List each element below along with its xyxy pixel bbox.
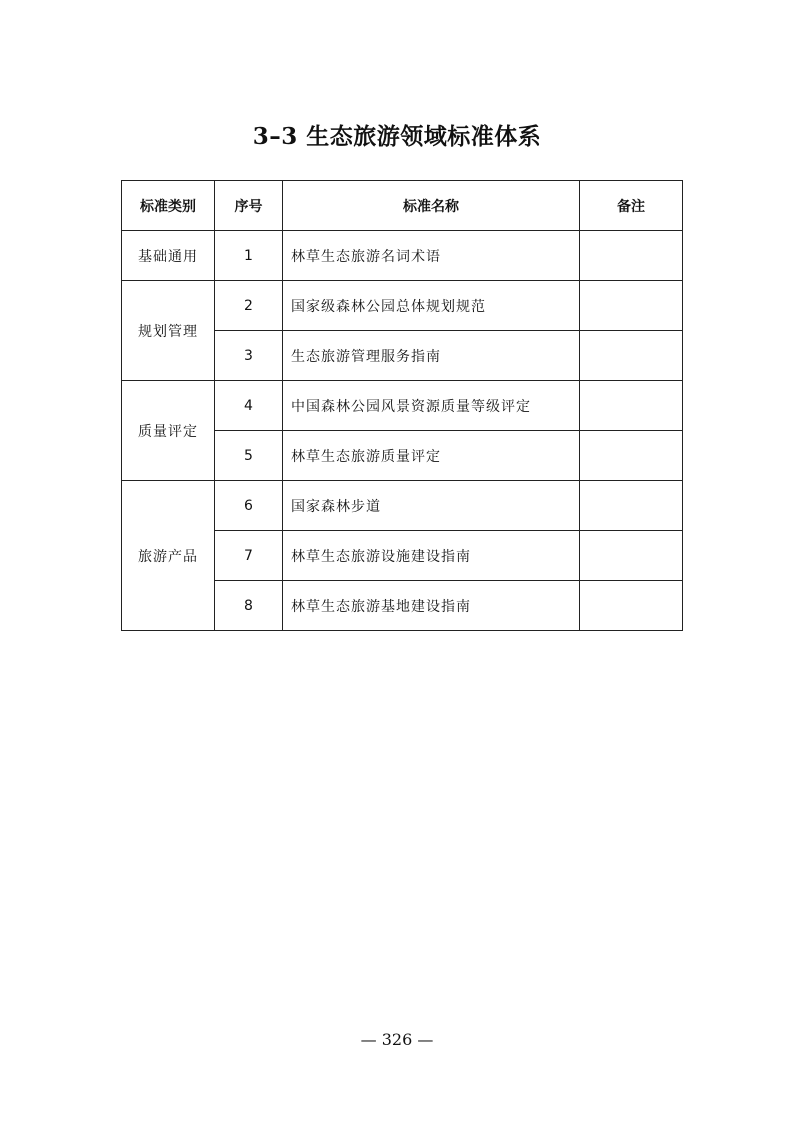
number-cell: 3 <box>215 331 283 381</box>
category-cell: 质量评定 <box>122 381 215 481</box>
remark-cell <box>580 531 683 581</box>
remark-cell <box>580 231 683 281</box>
header-number: 序号 <box>215 181 283 231</box>
remark-cell <box>580 581 683 631</box>
standards-table <box>121 180 683 631</box>
table-row <box>122 381 683 431</box>
table-header-row <box>122 181 683 231</box>
category-cell: 旅游产品 <box>122 481 215 631</box>
header-name: 标准名称 <box>283 181 580 231</box>
remark-cell <box>580 331 683 381</box>
standard-name-cell: 林草生态旅游设施建设指南 <box>283 531 580 581</box>
standard-name-cell: 林草生态旅游名词术语 <box>283 231 580 281</box>
page-number: — 326 — <box>360 1030 434 1049</box>
remark-cell <box>580 481 683 531</box>
number-cell: 1 <box>215 231 283 281</box>
page-title: 3–3 生态旅游领域标准体系 <box>252 123 542 150</box>
standard-name-cell: 林草生态旅游质量评定 <box>283 431 580 481</box>
number-cell: 8 <box>215 581 283 631</box>
table-row <box>122 231 683 281</box>
category-cell: 规划管理 <box>122 281 215 381</box>
number-cell: 4 <box>215 381 283 431</box>
number-cell: 7 <box>215 531 283 581</box>
remark-cell <box>580 431 683 481</box>
standard-name-cell: 国家森林步道 <box>283 481 580 531</box>
number-cell: 6 <box>215 481 283 531</box>
remark-cell <box>580 381 683 431</box>
header-remark: 备注 <box>580 181 683 231</box>
table-row <box>122 481 683 531</box>
remark-cell <box>580 281 683 331</box>
category-cell: 基础通用 <box>122 231 215 281</box>
number-cell: 2 <box>215 281 283 331</box>
table-row <box>122 281 683 331</box>
number-cell: 5 <box>215 431 283 481</box>
standard-name-cell: 林草生态旅游基地建设指南 <box>283 581 580 631</box>
standard-name-cell: 中国森林公园风景资源质量等级评定 <box>283 381 580 431</box>
header-category: 标准类别 <box>122 181 215 231</box>
standard-name-cell: 国家级森林公园总体规划规范 <box>283 281 580 331</box>
standard-name-cell: 生态旅游管理服务指南 <box>283 331 580 381</box>
